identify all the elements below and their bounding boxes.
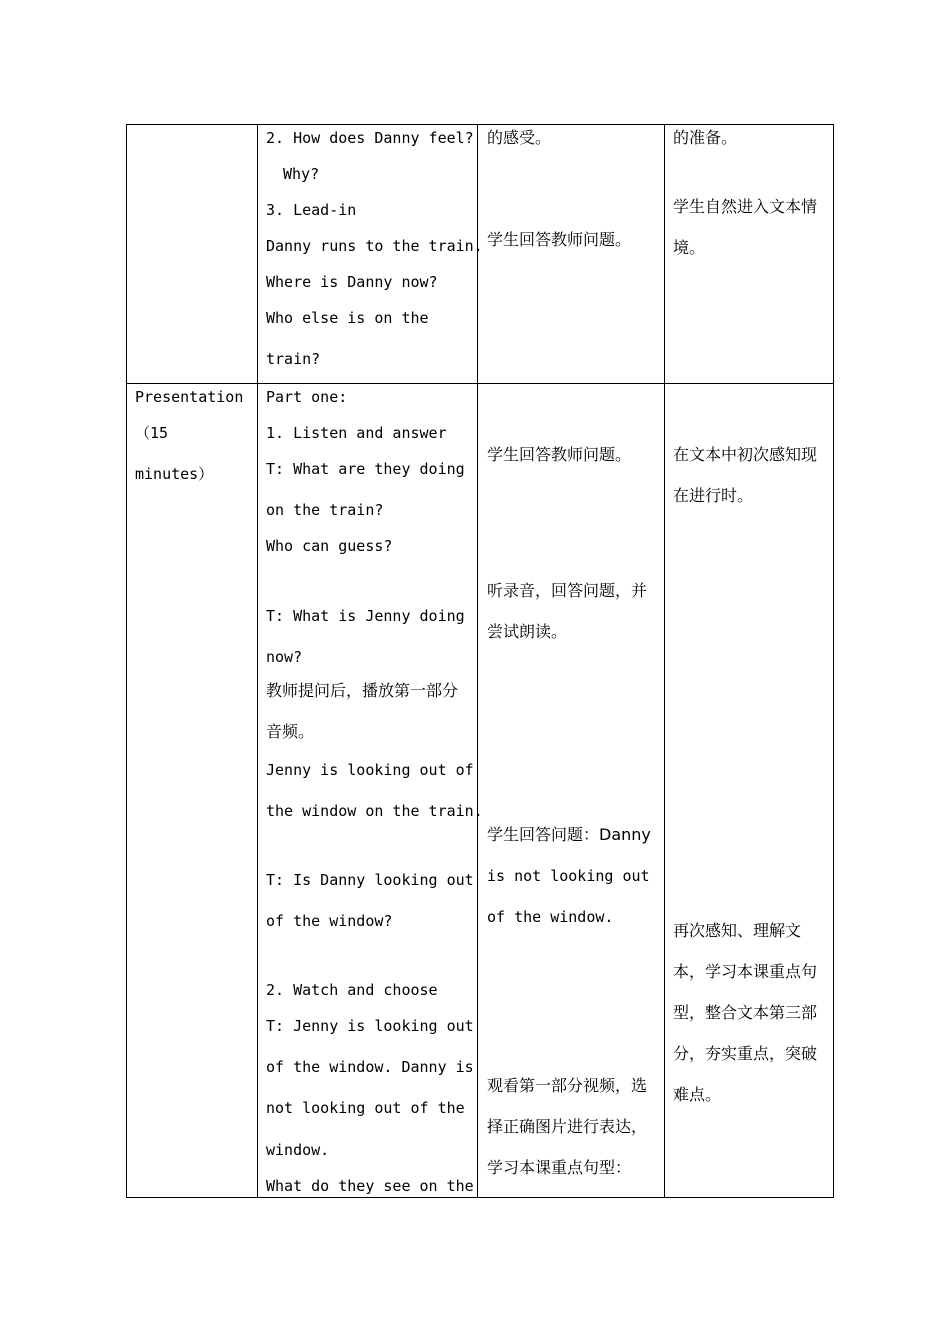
teacher-activity-line: 2. How does Danny feel? — [266, 129, 474, 147]
row-divider — [126, 383, 834, 384]
stage-line: （15 — [135, 424, 169, 442]
student-activity-line: of the window. — [487, 908, 614, 926]
stage-line: Presentation — [135, 388, 244, 406]
teacher-activity-line: Jenny is looking out of — [266, 761, 474, 779]
teacher-activity-line: Danny runs to the train. — [266, 237, 483, 255]
column-divider — [257, 124, 258, 1198]
teacher-activity-line: 2. Watch and choose — [266, 981, 438, 999]
student-activity-line: 学生回答教师问题。 — [487, 230, 632, 249]
teacher-activity-line: T: Is Danny looking out — [266, 871, 474, 889]
teacher-activity-line: Who can guess? — [266, 537, 393, 555]
design-intent-line: 的准备。 — [673, 128, 738, 147]
design-intent-line: 难点。 — [673, 1085, 722, 1104]
student-activity-line: 学习本课重点句型： — [487, 1158, 632, 1177]
column-divider — [477, 124, 478, 1198]
student-activity-line: 的感受。 — [487, 128, 552, 147]
teacher-activity-line: of the window. Danny is — [266, 1058, 474, 1076]
design-intent-line: 在文本中初次感知现 — [673, 445, 818, 464]
design-intent-line: 在进行时。 — [673, 486, 754, 505]
column-divider — [664, 124, 665, 1198]
student-activity-line: 择正确图片进行表达， — [487, 1117, 648, 1136]
teacher-activity-line: Part one: — [266, 388, 348, 406]
teacher-activity-line: now? — [266, 648, 303, 666]
teacher-activity-line: train? — [266, 350, 321, 368]
teacher-activity-line: of the window? — [266, 912, 393, 930]
teacher-activity-line: not looking out of the — [266, 1099, 465, 1117]
teacher-activity-line: T: Jenny is looking out — [266, 1017, 474, 1035]
table-border-top — [126, 124, 834, 125]
stage-line: minutes） — [135, 465, 214, 483]
teacher-activity-line: T: What are they doing — [266, 460, 465, 478]
design-intent-line: 本，学习本课重点句 — [673, 962, 818, 981]
teacher-activity-line: the window on the train. — [266, 802, 483, 820]
teacher-activity-line: Who else is on the — [266, 309, 429, 327]
student-activity-line: 学生回答教师问题。 — [487, 445, 632, 464]
student-activity-line: 尝试朗读。 — [487, 622, 568, 641]
teacher-activity-line: window. — [266, 1141, 330, 1159]
teacher-activity-line: 教师提问后，播放第一部分 — [266, 681, 459, 700]
table-border-left — [126, 124, 127, 1198]
student-activity-line: 学生回答问题：Danny — [487, 825, 651, 844]
teacher-activity-line: Where is Danny now? — [266, 273, 438, 291]
design-intent-line: 分，夯实重点，突破 — [673, 1044, 818, 1063]
student-activity-line: is not looking out — [487, 867, 650, 885]
student-activity-line: 观看第一部分视频，选 — [487, 1076, 648, 1095]
design-intent-line: 学生自然进入文本情 — [673, 197, 818, 216]
teacher-activity-line: 1. Listen and answer — [266, 424, 447, 442]
teacher-activity-line: 3. Lead-in — [266, 201, 357, 219]
table-border-bottom — [126, 1197, 834, 1198]
table-border-right — [833, 124, 834, 1198]
teacher-activity-line: T: What is Jenny doing — [266, 607, 465, 625]
student-activity-line: 听录音，回答问题，并 — [487, 581, 648, 600]
teacher-activity-line: What do they see on the — [266, 1177, 474, 1195]
design-intent-line: 境。 — [673, 238, 706, 257]
lesson-plan-table — [126, 124, 834, 1198]
teacher-activity-line: 音频。 — [266, 722, 315, 741]
teacher-activity-line: on the train? — [266, 501, 384, 519]
design-intent-line: 型，整合文本第三部 — [673, 1003, 818, 1022]
teacher-activity-line: Why? — [283, 165, 320, 183]
design-intent-line: 再次感知、理解文 — [673, 921, 802, 940]
